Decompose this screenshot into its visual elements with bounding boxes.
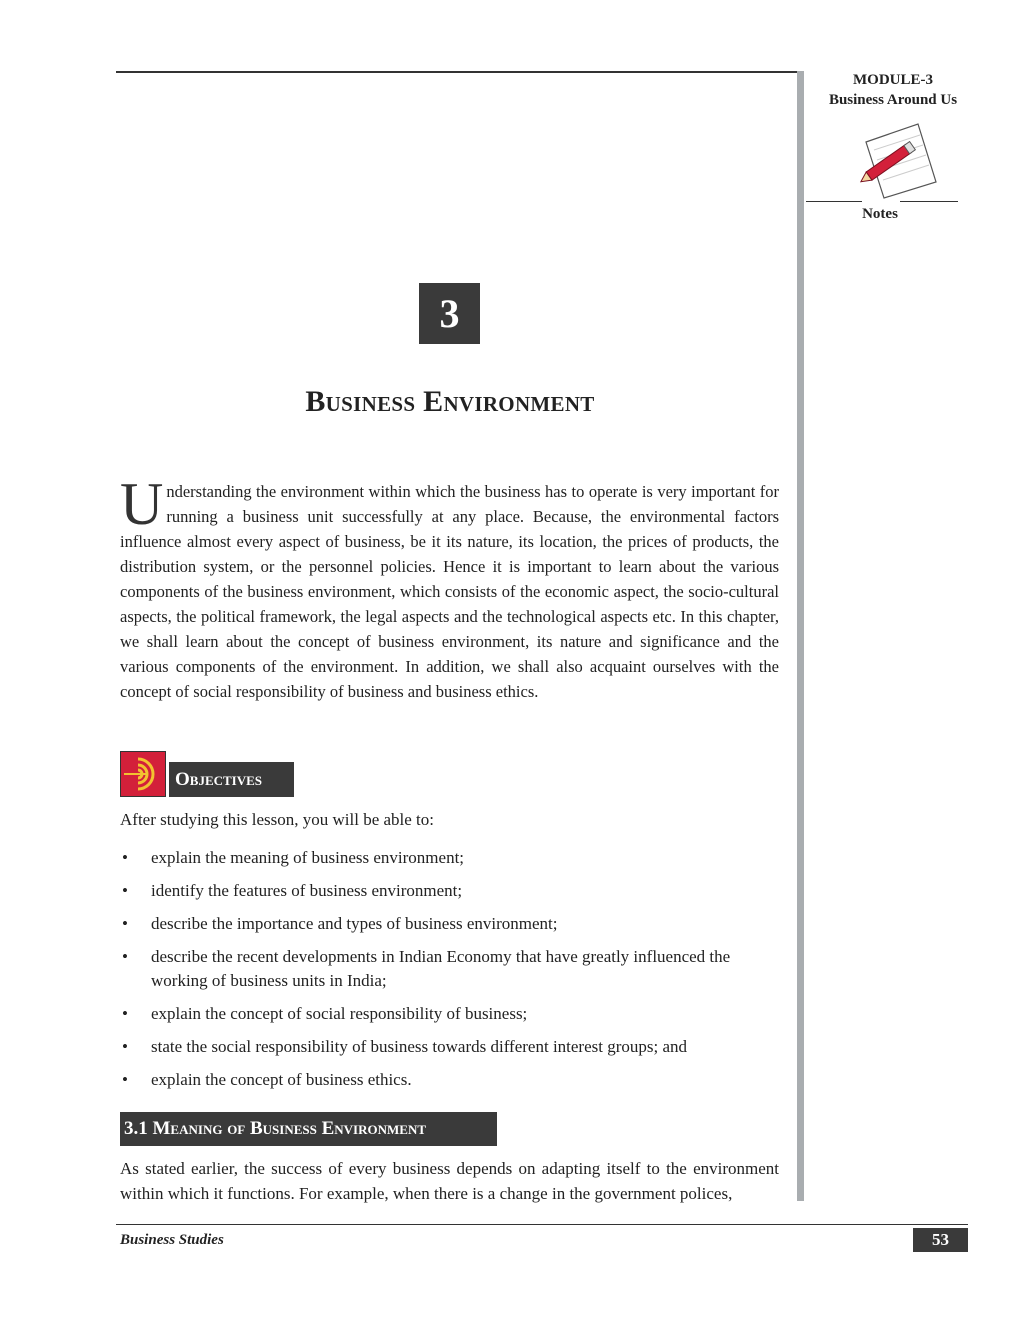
bullet: • <box>122 914 128 933</box>
chapter-number: 3 <box>419 283 480 344</box>
page-number: 53 <box>913 1228 968 1252</box>
section-paragraph: As stated earlier, the success of every business depends on adapting itself to the environment within which it functions. For example, when there is a change in the government polices, <box>120 1159 779 1203</box>
list-item: • describe the importance and types of business environment; <box>120 912 779 936</box>
bullet: • <box>122 947 128 966</box>
section-heading: 3.1 Meaning of Business Environment <box>120 1112 497 1146</box>
intro-text: nderstanding the environment within which the business has to operate is very important for running a business unit successfully at any place. Because, the environmental factors influence almost every aspect of business, be it its nature, its location, the prices of products, the distribution system, or the personnel policies. Hence it is important to learn about the various components of the business environment, which consists of the economic aspect, the socio-cultural aspects, the political framework, the legal aspects and the technological aspects etc. In this chapter, we shall learn about the concept of business environment, its nature and significance and the various components of the environment. In addition, we shall also acquaint ourselves with the concept of social responsibility of business and business ethics. <box>120 482 779 701</box>
notes-pencil-icon <box>852 120 942 202</box>
bullet: • <box>122 1004 128 1023</box>
notes-rule-right <box>900 201 958 202</box>
objectives-heading: Objectives <box>169 762 294 797</box>
list-item: • describe the recent developments in Indian Economy that have greatly influenced the working of business units in India; <box>122 947 731 990</box>
notes-label: Notes <box>862 206 898 222</box>
target-icon <box>120 751 166 797</box>
list-item: • state the social responsibility of business towards different interest groups; and <box>120 1035 779 1059</box>
list-item: • identify the features of business environment; <box>120 879 779 903</box>
list-item: • explain the meaning of business environment; <box>120 846 779 870</box>
intro-paragraph <box>120 471 779 704</box>
bullet: • <box>122 881 128 900</box>
bullet: • <box>122 848 128 867</box>
objectives-intro: After studying this lesson, you will be able to: <box>120 810 434 829</box>
margin-bar <box>797 71 804 1201</box>
list-item: • explain the concept of business ethics. <box>120 1068 779 1092</box>
footer-book-title: Business Studies <box>120 1232 224 1248</box>
module-header <box>808 70 978 110</box>
list-item: • explain the concept of social responsibility of business; <box>120 1002 779 1026</box>
module-title: Business Around Us <box>828 92 958 108</box>
chapter-title: Business Environment <box>305 385 595 418</box>
notes-rule-left <box>806 201 862 202</box>
bullet: • <box>122 1070 128 1089</box>
objectives-list <box>120 846 779 1101</box>
bullet: • <box>122 1037 128 1056</box>
footer-rule <box>116 1224 968 1225</box>
drop-cap: U <box>120 471 164 537</box>
module-number: MODULE-3 <box>853 72 933 88</box>
top-rule <box>116 71 800 73</box>
